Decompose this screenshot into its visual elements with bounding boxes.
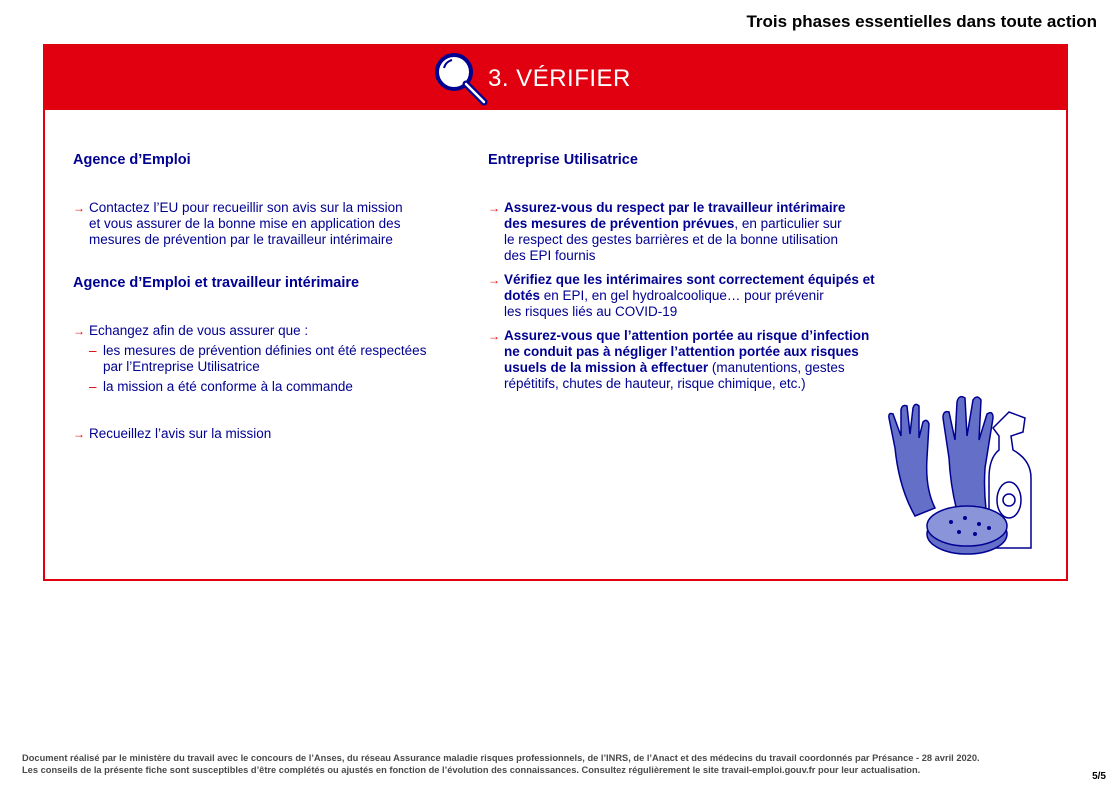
bullet-echangez [73,323,473,339]
text-line [504,360,908,376]
text-line [504,288,908,304]
text-line: la mission a été conforme à la commande [103,379,353,394]
section-banner [45,46,1066,110]
arrow-icon: → [73,427,85,441]
bullet-contactez [73,200,473,248]
verifier-card [43,44,1068,581]
right-column [488,152,908,392]
footer-line: Document réalisé par le ministère du travail avec le concours de l’Anses, du réseau Assurance maladie risques professionnels, de l’INRS, de l’Anact et des médecins du travail coordonnés par Présance - 28 avril 2020. [22,753,980,763]
text-line: répétitifs, chutes de hauteur, risque chimique, etc.) [504,376,806,391]
arrow-icon: → [488,273,500,287]
text-line: des EPI fournis [504,248,596,263]
bold-text: usuels de la mission à effectuer [504,360,709,375]
text-line: Echangez afin de vous assurer que : [89,323,309,338]
text: en EPI, en gel hydroalcoolique… pour prévenir [540,288,824,303]
text-line: les mesures de prévention définies ont été respectées [103,343,427,358]
document-title: Trois phases essentielles dans toute action [746,12,1097,31]
text-line: mesures de prévention par le travailleur intérimaire [89,232,393,247]
footer [22,752,980,776]
page-number: 5/5 [1092,771,1106,782]
magnifier-icon [432,50,490,108]
arrow-icon: → [73,201,85,215]
text: (manutentions, gestes [708,360,845,375]
dash-marker: – [89,343,97,358]
glove-left-icon [889,404,935,516]
text-line: par l’Entreprise Utilisatrice [103,359,260,374]
arrow-icon: → [488,329,500,343]
text-line: et vous assurer de la bonne mise en application des [89,216,401,231]
ppe-illustration [885,388,1037,558]
heading-agence-emploi: Agence d’Emploi [73,152,191,168]
left-column [73,152,473,442]
sub-item-mesures [73,343,473,375]
text-line: Assurez-vous du respect par le travailleur intérimaire [504,200,846,215]
text-line [504,216,908,232]
text-line: Assurez-vous que l’attention portée au risque d’infection [504,328,870,343]
banner-title: 3. VÉRIFIER [488,65,631,92]
bullet-assurez-respect [488,200,908,264]
bullet-verifiez [488,272,908,320]
text: , en particulier sur [734,216,842,231]
text-line: le respect des gestes barrières et de la bonne utilisation [504,232,838,247]
dash-marker: – [89,379,97,394]
bold-text: des mesures de prévention prévues [504,216,735,231]
bullet-assurez-attention [488,328,908,392]
text-line: Recueillez l’avis sur la mission [89,426,272,441]
bold-text: dotés [504,288,541,303]
text-line: Vérifiez que les intérimaires sont correctement équipés et [504,272,875,287]
banner-content [432,50,631,108]
sponge-icon [927,506,1007,554]
footer-line: Les conseils de la présente fiche sont susceptibles d’être complétés ou ajustés en fonction de l’évolution des connaissances. Consultez régulièrement le site travail-emploi.gouv.fr pour leur actualisation. [22,765,921,775]
text-line: Contactez l’EU pour recueillir son avis sur la mission [89,200,403,215]
arrow-icon: → [73,324,85,338]
arrow-icon: → [488,201,500,215]
heading-entreprise-utilisatrice: Entreprise Utilisatrice [488,152,638,168]
sub-item-mission [73,379,473,395]
text-line: ne conduit pas à négliger l’attention portée aux risques [504,344,859,359]
text-line: les risques liés au COVID-19 [504,304,678,319]
bullet-recueillez [73,426,473,442]
heading-agence-interimaire: Agence d’Emploi et travailleur intérimaire [73,275,360,291]
